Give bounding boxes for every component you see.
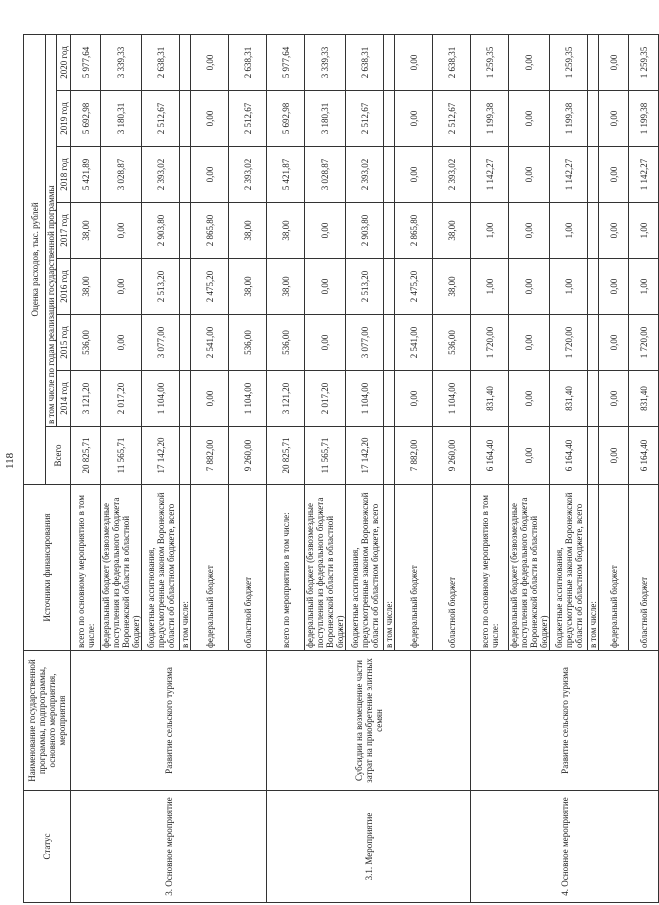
amount-cell: 38,00	[229, 259, 267, 315]
amount-cell	[384, 91, 395, 147]
program-name-cell: Развитие сельского туризма	[471, 651, 659, 791]
amount-cell	[588, 91, 599, 147]
amount-cell: 1 104,00	[346, 371, 384, 427]
funding-source-cell: федеральный бюджет (безвозмездные поступления из федерального бюджета Воронежской области в областной бюджет)	[305, 485, 346, 651]
amount-cell	[180, 147, 191, 203]
funding-source-cell: областной бюджет	[629, 485, 659, 651]
table-row	[71, 34, 101, 902]
amount-cell	[588, 147, 599, 203]
amount-cell: 2 393,02	[433, 147, 471, 203]
amount-cell: 0,00	[191, 371, 229, 427]
funding-source-cell: всего по основному мероприятию в том числе:	[71, 485, 101, 651]
amount-cell: 0,00	[395, 147, 433, 203]
amount-cell: 0,00	[305, 259, 346, 315]
amount-cell: 3 028,87	[305, 147, 346, 203]
amount-cell: 2 475,20	[395, 259, 433, 315]
amount-cell: 2 512,67	[433, 91, 471, 147]
amount-cell: 0,00	[509, 427, 550, 485]
amount-cell: 20 825,71	[267, 427, 305, 485]
funding-source-cell: бюджетные ассигнования, предусмотренные законом Воронежской области об областном бюджете, всего	[142, 485, 180, 651]
amount-cell	[384, 315, 395, 371]
amount-cell: 38,00	[267, 203, 305, 259]
status-cell: 3.1. Мероприятие	[267, 791, 471, 903]
funding-source-cell: всего по основному мероприятию в том числе:	[471, 485, 509, 651]
amount-cell: 0,00	[395, 91, 433, 147]
amount-cell: 0,00	[305, 315, 346, 371]
amount-cell: 0,00	[509, 315, 550, 371]
amount-cell: 6 164,40	[471, 427, 509, 485]
amount-cell: 0,00	[599, 427, 629, 485]
amount-cell: 1 199,38	[471, 91, 509, 147]
amount-cell	[180, 371, 191, 427]
amount-cell: 0,00	[599, 371, 629, 427]
amount-cell	[180, 427, 191, 485]
amount-cell: 2 541,00	[395, 315, 433, 371]
funding-source-cell: областной бюджет	[229, 485, 267, 651]
amount-cell: 3 077,00	[346, 315, 384, 371]
amount-cell: 38,00	[267, 259, 305, 315]
amount-cell: 1 104,00	[229, 371, 267, 427]
amount-cell: 1 720,00	[550, 315, 588, 371]
amount-cell: 2 638,31	[229, 34, 267, 90]
funding-source-cell: в том числе:	[588, 485, 599, 651]
amount-cell: 1 720,00	[471, 315, 509, 371]
amount-cell: 831,40	[550, 371, 588, 427]
amount-cell: 0,00	[509, 91, 550, 147]
amount-cell	[180, 203, 191, 259]
amount-cell: 831,40	[629, 371, 659, 427]
amount-cell	[588, 371, 599, 427]
amount-cell: 2 017,20	[305, 371, 346, 427]
amount-cell	[588, 315, 599, 371]
amount-cell	[384, 259, 395, 315]
amount-cell: 1 199,38	[629, 91, 659, 147]
amount-cell: 6 164,40	[550, 427, 588, 485]
amount-cell: 3 339,33	[101, 34, 142, 90]
header-year: 2018 год	[57, 147, 71, 203]
amount-cell	[180, 91, 191, 147]
amount-cell: 2 865,80	[395, 203, 433, 259]
amount-cell: 2 393,02	[142, 147, 180, 203]
funding-source-cell: в том числе:	[384, 485, 395, 651]
amount-cell: 0,00	[191, 34, 229, 90]
amount-cell: 11 565,71	[305, 427, 346, 485]
amount-cell: 0,00	[509, 259, 550, 315]
budget-table	[23, 34, 659, 903]
amount-cell	[384, 147, 395, 203]
amount-cell: 2 512,67	[142, 91, 180, 147]
amount-cell: 2 903,80	[142, 203, 180, 259]
amount-cell: 536,00	[433, 315, 471, 371]
amount-cell: 2 638,31	[433, 34, 471, 90]
amount-cell	[384, 427, 395, 485]
amount-cell: 0,00	[509, 203, 550, 259]
amount-cell	[384, 203, 395, 259]
amount-cell: 2 512,67	[346, 91, 384, 147]
amount-cell: 0,00	[599, 203, 629, 259]
amount-cell: 1,00	[550, 259, 588, 315]
amount-cell	[588, 259, 599, 315]
amount-cell: 536,00	[229, 315, 267, 371]
amount-cell: 0,00	[101, 203, 142, 259]
amount-cell: 0,00	[305, 203, 346, 259]
amount-cell: 0,00	[599, 147, 629, 203]
amount-cell	[588, 427, 599, 485]
amount-cell: 1 259,35	[629, 34, 659, 90]
amount-cell: 3 077,00	[142, 315, 180, 371]
header-year: 2017 год	[57, 203, 71, 259]
amount-cell: 0,00	[599, 315, 629, 371]
status-cell: 4. Основное мероприятие	[471, 791, 659, 903]
amount-cell: 0,00	[191, 147, 229, 203]
amount-cell: 38,00	[71, 259, 101, 315]
funding-source-cell: в том числе:	[180, 485, 191, 651]
funding-source-cell: всего по мероприятию в том числе:	[267, 485, 305, 651]
funding-source-cell: областной бюджет	[433, 485, 471, 651]
program-name-cell: Развитие сельского туризма	[71, 651, 267, 791]
funding-source-cell: федеральный бюджет (безвозмездные поступления из федерального бюджета Воронежской области в областной бюджет)	[509, 485, 550, 651]
amount-cell: 1 259,35	[550, 34, 588, 90]
amount-cell: 7 882,00	[395, 427, 433, 485]
amount-cell	[180, 259, 191, 315]
amount-cell	[384, 34, 395, 90]
amount-cell	[180, 34, 191, 90]
amount-cell: 2 017,20	[101, 371, 142, 427]
amount-cell: 11 565,71	[101, 427, 142, 485]
header-status: Статус	[24, 791, 71, 903]
amount-cell: 2 513,20	[142, 259, 180, 315]
amount-cell: 0,00	[395, 371, 433, 427]
amount-cell: 0,00	[599, 91, 629, 147]
amount-cell: 831,40	[471, 371, 509, 427]
header-year: 2019 год	[57, 91, 71, 147]
header-name: Наименование государственной программы, подпрограммы, основного мероприятия, мероприятия	[24, 651, 71, 791]
amount-cell: 3 180,31	[305, 91, 346, 147]
amount-cell: 3 180,31	[101, 91, 142, 147]
amount-cell: 0,00	[509, 147, 550, 203]
amount-cell: 1 720,00	[629, 315, 659, 371]
funding-source-cell: бюджетные ассигнования, предусмотренные законом Воронежской области об областном бюджете, всего	[346, 485, 384, 651]
amount-cell: 0,00	[599, 259, 629, 315]
amount-cell: 3 028,87	[101, 147, 142, 203]
amount-cell: 0,00	[101, 259, 142, 315]
header-year: 2016 год	[57, 259, 71, 315]
funding-source-cell: федеральный бюджет	[599, 485, 629, 651]
amount-cell: 7 882,00	[191, 427, 229, 485]
header-year: 2020 год	[57, 34, 71, 90]
amount-cell: 536,00	[267, 315, 305, 371]
amount-cell: 2 541,00	[191, 315, 229, 371]
amount-cell: 3 121,20	[71, 371, 101, 427]
amount-cell: 9 260,00	[433, 427, 471, 485]
amount-cell: 2 638,31	[142, 34, 180, 90]
amount-cell: 2 512,67	[229, 91, 267, 147]
amount-cell: 1 259,35	[471, 34, 509, 90]
amount-cell: 2 393,02	[346, 147, 384, 203]
amount-cell: 536,00	[71, 315, 101, 371]
amount-cell: 0,00	[509, 34, 550, 90]
amount-cell: 2 865,80	[191, 203, 229, 259]
amount-cell: 38,00	[229, 203, 267, 259]
amount-cell: 5 977,64	[71, 34, 101, 90]
amount-cell: 0,00	[395, 34, 433, 90]
amount-cell: 0,00	[509, 371, 550, 427]
amount-cell: 2 638,31	[346, 34, 384, 90]
amount-cell: 6 164,40	[629, 427, 659, 485]
amount-cell: 17 142,20	[346, 427, 384, 485]
amount-cell: 1,00	[471, 203, 509, 259]
header-year: 2014 год	[57, 371, 71, 427]
amount-cell: 1 199,38	[550, 91, 588, 147]
amount-cell: 38,00	[433, 259, 471, 315]
program-name-cell: Субсидии на возмещение части затрат на приобретение элитных семян	[267, 651, 471, 791]
amount-cell: 1 142,27	[471, 147, 509, 203]
amount-cell: 1,00	[629, 203, 659, 259]
amount-cell	[384, 371, 395, 427]
amount-cell: 1,00	[550, 203, 588, 259]
amount-cell: 2 513,20	[346, 259, 384, 315]
amount-cell: 17 142,20	[142, 427, 180, 485]
amount-cell: 20 825,71	[71, 427, 101, 485]
amount-cell: 1 104,00	[433, 371, 471, 427]
amount-cell: 3 121,20	[267, 371, 305, 427]
amount-cell: 3 339,33	[305, 34, 346, 90]
amount-cell: 0,00	[599, 34, 629, 90]
status-cell: 3. Основное мероприятие	[71, 791, 267, 903]
funding-source-cell: федеральный бюджет	[191, 485, 229, 651]
amount-cell: 9 260,00	[229, 427, 267, 485]
header-total: Всего	[46, 427, 71, 485]
page-number: 118	[4, 452, 16, 469]
amount-cell: 2 393,02	[229, 147, 267, 203]
amount-cell: 5 692,98	[71, 91, 101, 147]
funding-source-cell: бюджетные ассигнования, предусмотренные законом Воронежской области об областном бюджете, всего	[550, 485, 588, 651]
amount-cell: 5 421,89	[71, 147, 101, 203]
amount-cell: 2 475,20	[191, 259, 229, 315]
amount-cell: 1 104,00	[142, 371, 180, 427]
amount-cell: 1 142,27	[629, 147, 659, 203]
amount-cell: 0,00	[101, 315, 142, 371]
amount-cell: 1,00	[629, 259, 659, 315]
amount-cell: 38,00	[433, 203, 471, 259]
funding-source-cell: федеральный бюджет (безвозмездные поступления из федерального бюджета Воронежской области в областной бюджет)	[101, 485, 142, 651]
amount-cell: 5 692,98	[267, 91, 305, 147]
table-row	[471, 34, 509, 902]
amount-cell	[588, 203, 599, 259]
amount-cell	[180, 315, 191, 371]
header-by-years: в том числе по годам реализации государственной программы	[46, 34, 57, 426]
header-source: Источники финансирования	[24, 485, 71, 651]
amount-cell: 1 142,27	[550, 147, 588, 203]
amount-cell: 0,00	[191, 91, 229, 147]
table-row	[267, 34, 305, 902]
amount-cell: 2 903,80	[346, 203, 384, 259]
amount-cell: 1,00	[471, 259, 509, 315]
amount-cell: 38,00	[71, 203, 101, 259]
amount-cell	[588, 34, 599, 90]
amount-cell: 5 977,64	[267, 34, 305, 90]
header-year: 2015 год	[57, 315, 71, 371]
amount-cell: 5 421,87	[267, 147, 305, 203]
funding-source-cell: федеральный бюджет	[395, 485, 433, 651]
header-estimate: Оценка расходов, тыс. рублей	[24, 34, 46, 484]
